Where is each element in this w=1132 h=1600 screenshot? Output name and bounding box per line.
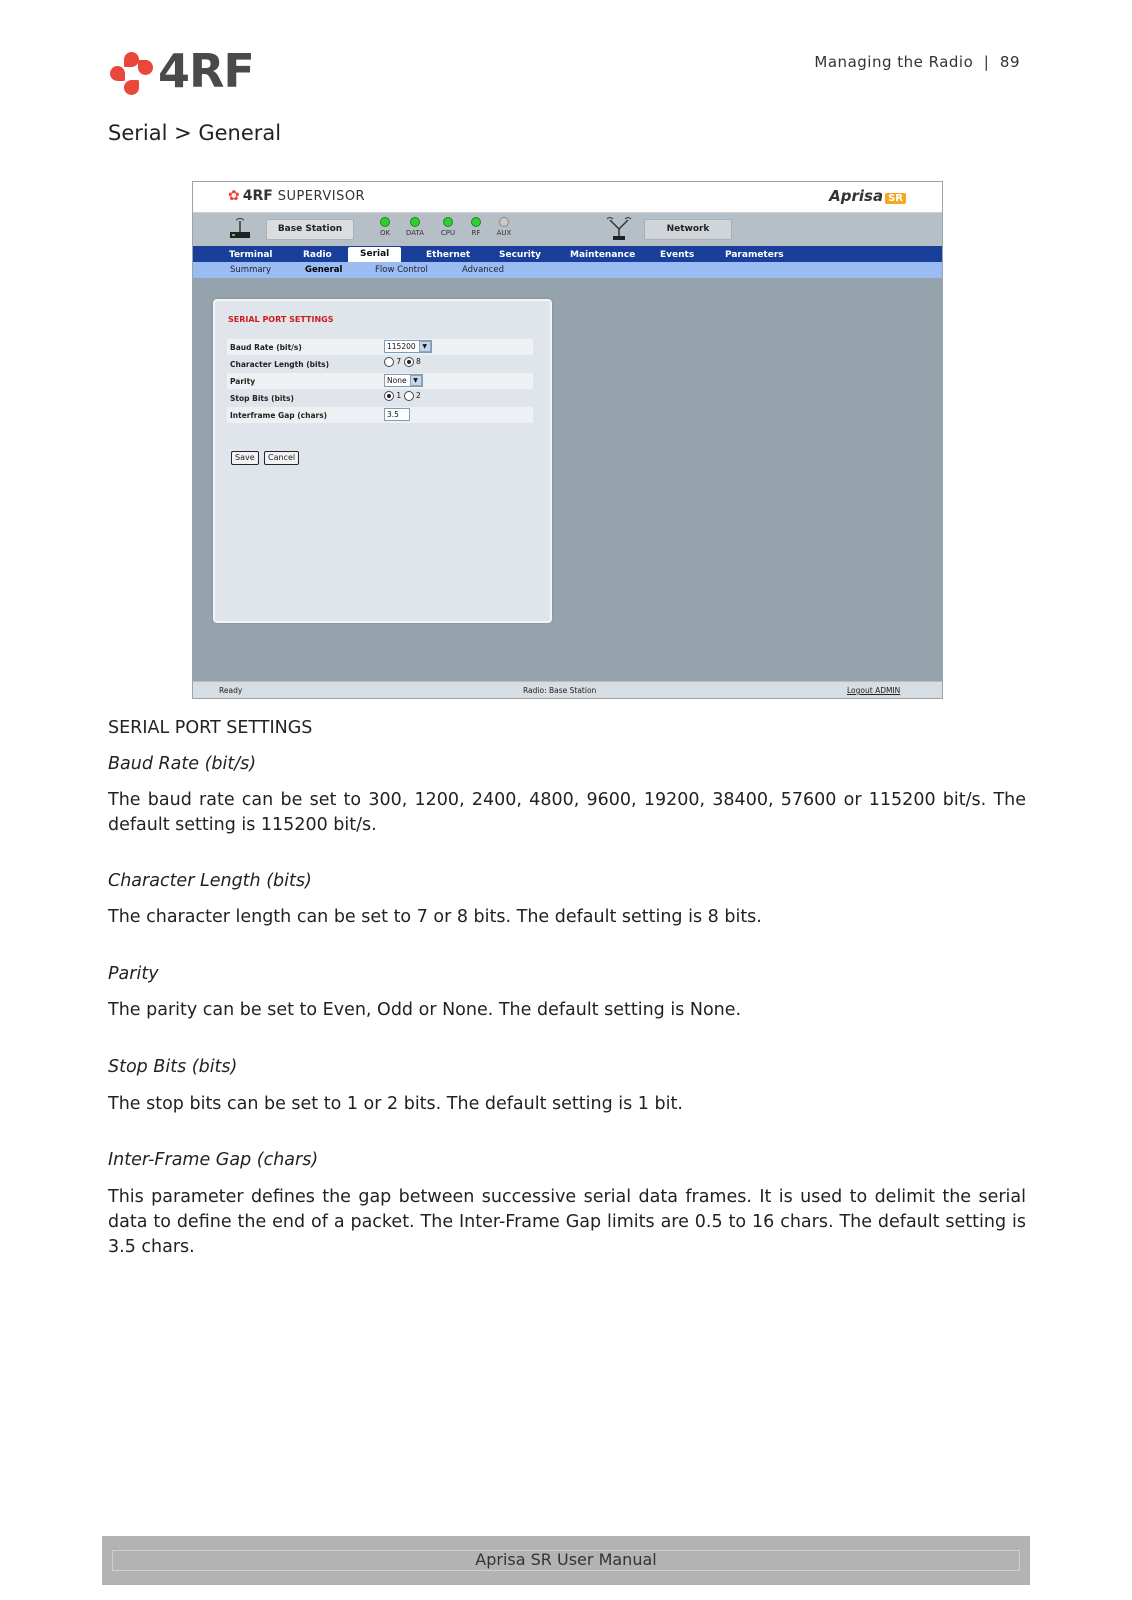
led-cpu xyxy=(433,217,463,237)
led-ok xyxy=(370,217,400,237)
item-text: The stop bits can be set to 1 or 2 bits. The default setting is 1 bit. xyxy=(108,1094,683,1114)
subtab-summary[interactable]: Summary xyxy=(230,265,272,275)
radio-label: 8 xyxy=(415,357,421,366)
supervisor-brand: 4RF xyxy=(242,188,273,204)
app-status-footer xyxy=(193,681,942,699)
logo-mark-icon xyxy=(110,52,154,96)
logout-link[interactable]: Logout ADMIN xyxy=(847,686,901,695)
item-title: Baud Rate (bit/s) xyxy=(108,754,257,774)
interframe-gap-input[interactable]: 3.5 xyxy=(384,408,410,421)
tab-security[interactable]: Security xyxy=(499,250,542,260)
company-logo xyxy=(110,44,280,98)
chevron-down-icon: ▼ xyxy=(410,375,422,386)
save-button[interactable]: Save xyxy=(231,451,259,465)
led-label: DATA xyxy=(405,229,425,237)
subtab-advanced[interactable]: Advanced xyxy=(462,265,504,275)
panel-title: SERIAL PORT SETTINGS xyxy=(228,315,334,324)
stop-bits-label: Stop Bits (bits) xyxy=(230,394,294,403)
baud-rate-label: Baud Rate (bit/s) xyxy=(230,343,302,352)
tab-parameters[interactable]: Parameters xyxy=(725,250,784,260)
footer-text: Aprisa SR User Manual xyxy=(475,1550,657,1569)
base-station-button[interactable]: Base Station xyxy=(266,219,354,240)
led-data xyxy=(400,217,430,237)
base-station-icon xyxy=(229,217,251,241)
baud-rate-row xyxy=(227,339,533,355)
item-text: The baud rate can be set to 300, 1200, 2400, 4800, 9600, 19200, 38400, 57600 or 115200 bit/s. The default setting is 115200 bit/s. xyxy=(108,790,1026,835)
aprisa-badge: SR xyxy=(885,193,906,204)
led-rf xyxy=(461,217,491,237)
item-text: The character length can be set to 7 or 8 bits. The default setting is 8 bits. xyxy=(108,907,762,927)
supervisor-product: SUPERVISOR xyxy=(277,189,366,204)
item-title: Parity xyxy=(108,964,159,984)
parity-value: None xyxy=(387,376,407,385)
aprisa-logo xyxy=(829,187,906,205)
cancel-button[interactable]: Cancel xyxy=(264,451,299,465)
baud-rate-value: 115200 xyxy=(387,342,416,351)
led-ok-icon xyxy=(380,217,390,227)
parity-select[interactable] xyxy=(384,374,423,387)
aprisa-name: Aprisa xyxy=(829,187,884,205)
network-button[interactable]: Network xyxy=(644,219,732,240)
item-title: Character Length (bits) xyxy=(108,871,312,891)
tab-serial[interactable]: Serial xyxy=(348,247,401,262)
tab-terminal[interactable]: Terminal xyxy=(229,250,273,260)
tab-radio[interactable]: Radio xyxy=(303,250,332,260)
item-title: Stop Bits (bits) xyxy=(108,1057,238,1077)
radio-label: 1 xyxy=(396,391,402,400)
stop-bits-control xyxy=(384,391,421,401)
led-aux-icon xyxy=(499,217,509,227)
stop-bits-row xyxy=(227,390,533,406)
subtab-general[interactable]: General xyxy=(305,265,343,275)
item-text: The parity can be set to Even, Odd or None. The default setting is None. xyxy=(108,1000,742,1020)
section-heading: SERIAL PORT SETTINGS xyxy=(108,718,313,738)
sub-nav xyxy=(193,262,942,278)
character-length-row xyxy=(227,356,533,372)
stop-bits-1-radio[interactable] xyxy=(384,391,394,401)
page-footer xyxy=(102,1536,1030,1585)
radio-label: 2 xyxy=(415,391,421,400)
item-title: Inter-Frame Gap (chars) xyxy=(108,1150,319,1170)
tab-events[interactable]: Events xyxy=(660,250,695,260)
app-header xyxy=(193,182,942,213)
character-length-control xyxy=(384,357,421,367)
item-body xyxy=(108,788,1026,838)
led-label: AUX xyxy=(496,229,512,237)
tab-ethernet[interactable]: Ethernet xyxy=(426,250,471,260)
char-length-8-radio[interactable] xyxy=(404,357,414,367)
interframe-gap-row xyxy=(227,407,533,423)
item-body xyxy=(108,1092,1026,1117)
status-text: Ready xyxy=(219,686,243,695)
serial-port-settings-panel xyxy=(213,299,552,623)
led-label: CPU xyxy=(440,229,456,237)
parity-control xyxy=(384,374,423,387)
logo-text: 4RF xyxy=(158,44,254,98)
led-aux xyxy=(489,217,519,237)
character-length-label: Character Length (bits) xyxy=(230,360,330,369)
subtab-flow-control[interactable]: Flow Control xyxy=(375,265,428,275)
main-nav xyxy=(193,246,942,262)
item-body xyxy=(108,905,1026,930)
section-title: Serial > General xyxy=(108,121,282,145)
supervisor-screenshot xyxy=(192,181,943,699)
interframe-gap-label: Interframe Gap (chars) xyxy=(230,411,328,420)
item-body xyxy=(108,998,1026,1023)
led-label: RF xyxy=(471,229,481,237)
radio-name: Radio: Base Station xyxy=(523,686,597,695)
char-length-7-radio[interactable] xyxy=(384,357,394,367)
page-label: Managing the Radio | 89 xyxy=(814,53,1020,71)
stop-bits-2-radio[interactable] xyxy=(404,391,414,401)
network-icon xyxy=(606,216,632,242)
interframe-gap-control xyxy=(384,408,410,421)
parity-label: Parity xyxy=(230,377,256,386)
status-bar xyxy=(193,213,942,246)
radio-label: 7 xyxy=(396,357,402,366)
item-body xyxy=(108,1185,1026,1260)
parity-row xyxy=(227,373,533,389)
led-data-icon xyxy=(410,217,420,227)
chevron-down-icon: ▼ xyxy=(419,341,431,352)
logo-mark-icon: ✿ xyxy=(228,188,240,204)
led-cpu-icon xyxy=(443,217,453,227)
item-text: This parameter defines the gap between successive serial data frames. It is used to delimit the serial data to define the end of a packet. The Inter-Frame Gap limits are 0.5 to 16 chars. The default setting is 3.5 chars. xyxy=(108,1187,1026,1257)
led-label: OK xyxy=(379,229,391,237)
baud-rate-control xyxy=(384,340,432,353)
led-rf-icon xyxy=(471,217,481,227)
supervisor-logo xyxy=(228,188,365,204)
baud-rate-select[interactable] xyxy=(384,340,432,353)
tab-maintenance[interactable]: Maintenance xyxy=(570,250,636,260)
